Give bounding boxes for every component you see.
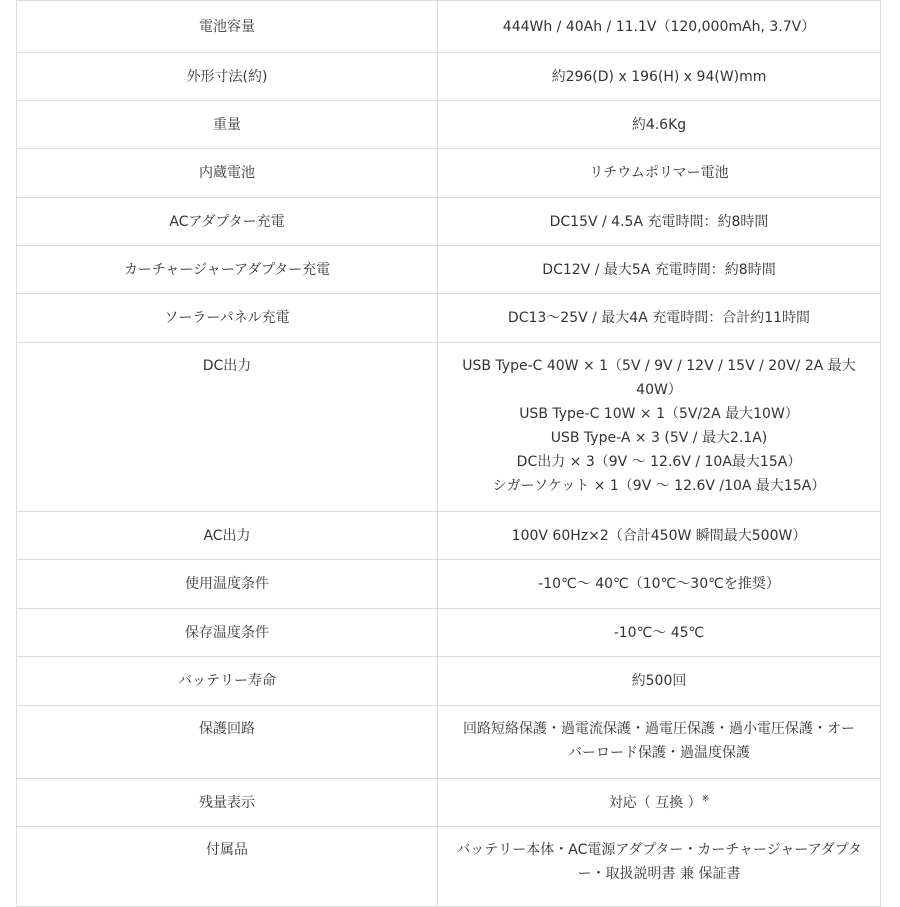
spec-value bbox=[438, 609, 881, 657]
note-mark: ※ bbox=[701, 793, 710, 804]
value-line: DC12V / 最大5A 充電時間：約8時間 bbox=[542, 261, 776, 278]
value-line: 約4.6Kg bbox=[631, 116, 687, 133]
spec-label: 使用温度条件 bbox=[17, 560, 438, 609]
spec-value bbox=[438, 560, 881, 609]
spec-value bbox=[438, 706, 881, 779]
value-line: USB Type-C 10W × 1（5V/2A 最大10W） bbox=[519, 406, 799, 422]
spec-label: 重量 bbox=[17, 101, 438, 149]
spec-row-dimensions bbox=[17, 53, 881, 101]
spec-row-internal-battery bbox=[17, 149, 881, 198]
spec-label: 外形寸法(約) bbox=[17, 53, 438, 101]
value-line: 対応（ 互換 ） bbox=[608, 794, 702, 811]
spec-label: 保存温度条件 bbox=[17, 609, 438, 657]
value-line: シガーソケット × 1（9V ～ 12.6V /10A 最大15A） bbox=[492, 478, 826, 494]
spec-value bbox=[438, 827, 881, 907]
value-line: USB Type-C 40W × 1（5V / 9V / 12V / 15V / 20V/ 2A 最大40W） bbox=[462, 358, 856, 398]
spec-value bbox=[438, 657, 881, 706]
spec-row-solar-charge bbox=[17, 294, 881, 343]
spec-label: バッテリー寿命 bbox=[17, 657, 438, 706]
value-line: リチウムポリマー電池 bbox=[589, 165, 729, 181]
value-line: 約500回 bbox=[631, 673, 687, 689]
spec-row-car-charger-charge bbox=[17, 246, 881, 294]
value-line: -10℃～ 40℃（10℃～30℃を推奨） bbox=[538, 576, 780, 592]
value-line: DC出力 × 3（9V ～ 12.6V / 10A最大15A） bbox=[516, 454, 802, 470]
spec-label: 電池容量 bbox=[17, 1, 438, 53]
spec-row-dc-output bbox=[17, 343, 881, 512]
value-line: 100V 60Hz×2（合計450W 瞬間最大500W） bbox=[511, 527, 807, 544]
value-line: DC13～25V / 最大4A 充電時間：合計約11時間 bbox=[507, 310, 811, 326]
spec-row-battery-life bbox=[17, 657, 881, 706]
spec-label: 付属品 bbox=[17, 827, 438, 907]
spec-label: DC出力 bbox=[17, 343, 438, 512]
spec-row-remaining-indicator bbox=[17, 779, 881, 827]
spec-value bbox=[438, 101, 881, 149]
value-line: -10℃～ 45℃ bbox=[613, 624, 705, 641]
spec-label: ソーラーパネル充電 bbox=[17, 294, 438, 343]
spec-value bbox=[438, 779, 881, 827]
value-line: USB Type-A × 3 (5V / 最大2.1A) bbox=[550, 430, 768, 446]
value-line: 444Wh / 40Ah / 11.1V（120,000mAh, 3.7V） bbox=[502, 18, 816, 35]
spec-label: AC出力 bbox=[17, 512, 438, 560]
spec-row-ac-output bbox=[17, 512, 881, 560]
spec-value bbox=[438, 1, 881, 53]
spec-label: 残量表示 bbox=[17, 779, 438, 827]
spec-row-ac-adapter-charge bbox=[17, 198, 881, 246]
spec-value bbox=[438, 198, 881, 246]
spec-row-accessories bbox=[17, 827, 881, 907]
value-line: バッテリー本体・AC電源アダプター・カーチャージャーアダプター・取扱説明書 兼 保証書 bbox=[456, 842, 862, 882]
spec-value bbox=[438, 149, 881, 198]
spec-value bbox=[438, 53, 881, 101]
value-line: 約296(D) x 196(H) x 94(W)mm bbox=[551, 68, 767, 85]
value-line: 回路短絡保護・過電流保護・過電圧保護・過小電圧保護・オーバーロード保護・過温度保護 bbox=[463, 721, 855, 761]
spec-value bbox=[438, 246, 881, 294]
spec-value bbox=[438, 343, 881, 512]
spec-label: 保護回路 bbox=[17, 706, 438, 779]
spec-row-operating-temp bbox=[17, 560, 881, 609]
value-line: DC15V / 4.5A 充電時間：約8時間 bbox=[549, 213, 769, 230]
spec-table bbox=[16, 0, 881, 907]
spec-value bbox=[438, 512, 881, 560]
spec-row-weight bbox=[17, 101, 881, 149]
spec-label: カーチャージャーアダプター充電 bbox=[17, 246, 438, 294]
spec-row-storage-temp bbox=[17, 609, 881, 657]
spec-value bbox=[438, 294, 881, 343]
spec-label: ACアダプター充電 bbox=[17, 198, 438, 246]
spec-row-battery-capacity bbox=[17, 1, 881, 53]
spec-label: 内蔵電池 bbox=[17, 149, 438, 198]
spec-row-protection-circuit bbox=[17, 706, 881, 779]
